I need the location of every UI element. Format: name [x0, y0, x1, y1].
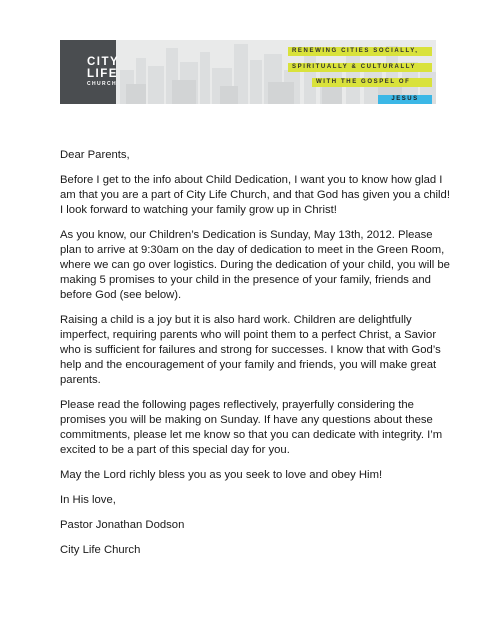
- tagline-line-2: SPIRITUALLY & CULTURALLY: [288, 63, 432, 72]
- paragraph-blessing: May the Lord richly bless you as you seek to love and obey Him!: [60, 469, 383, 481]
- tagline-line-3: WITH THE GOSPEL OF: [312, 78, 432, 87]
- salutation: Dear Parents,: [60, 149, 130, 161]
- paragraph-raising-child: Raising a child is a joy but it is also hard work. Children are delightfully imperfect, requiring parents who will point them to a perfect Christ, a Savior who is sufficient for failures and strong for successes. I know that with God’s help and the encouragement of your family and friends, you will make great parents.: [60, 314, 441, 386]
- logo-word-church: CHURCH: [87, 81, 118, 87]
- paragraph-read-pages: Please read the following pages reflectively, prayerfully considering the promises you will be making on Sunday. If have any questions about these commitments, please let me know so that you can dedicate with integrity. I’m excited to be a part of this special day for you.: [60, 399, 443, 456]
- tagline-line-1: RENEWING CITIES SOCIALLY,: [288, 47, 432, 56]
- letter-body: [60, 148, 450, 568]
- header-banner: [60, 40, 436, 104]
- logo-word-life: LIFE: [87, 68, 118, 80]
- tagline-jesus: JESUS: [378, 95, 432, 104]
- logo-word-city: CITY: [87, 56, 120, 68]
- paragraph-intro: Before I get to the info about Child Dedication, I want you to know how glad I am that you are a part of City Life Church, and that God has given you a child! I look forward to watching your family grow up in Christ!: [60, 174, 450, 216]
- signature-organization: City Life Church: [60, 544, 141, 556]
- signature-name: Pastor Jonathan Dodson: [60, 519, 185, 531]
- paragraph-dedication-details: As you know, our Children’s Dedication is Sunday, May 13th, 2012. Please plan to arrive at 9:30am on the day of dedication to meet in the Green Room, where we can go over logistics. During the dedication of your child, you will be making 5 promises to your child in the presence of your family, friends and before God (see below).: [60, 229, 450, 301]
- closing: In His love,: [60, 494, 116, 506]
